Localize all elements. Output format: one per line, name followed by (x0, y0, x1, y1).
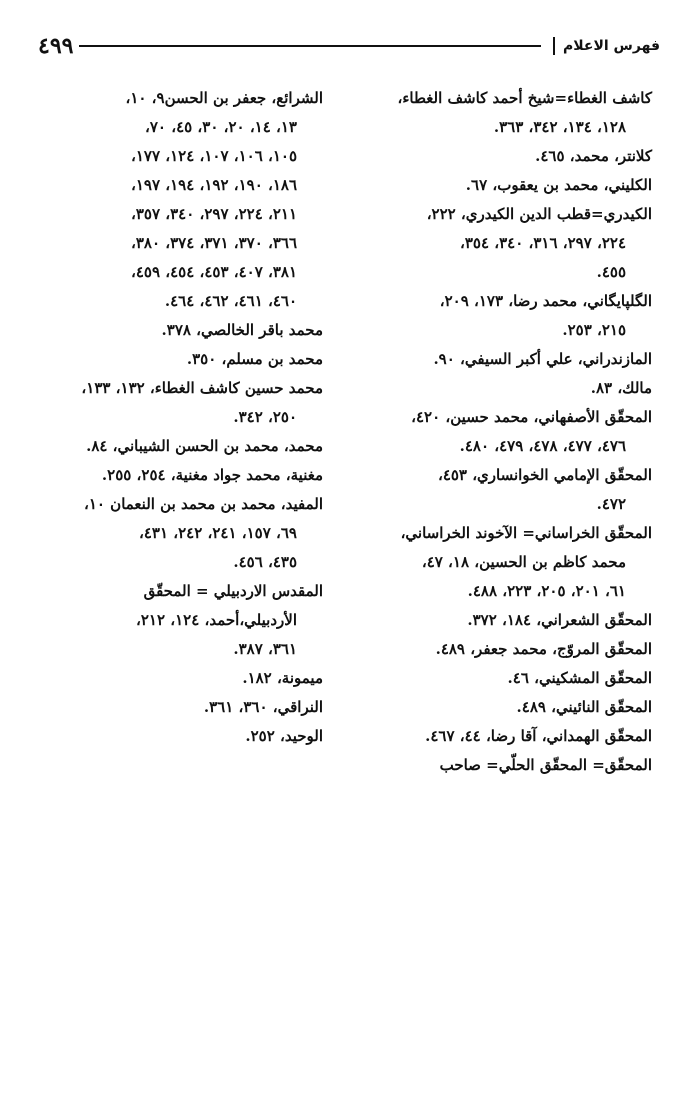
entry-line: ٤٦٠، ٤٦١، ٤٦٢، ٤٦٤. (164, 292, 297, 310)
entry-line: المحقّق الخراساني= الآخوند الخراساني، (400, 524, 652, 542)
entry-line: ٦١، ٢٠١، ٢٠٥، ٢٢٣، ٤٨٨. (467, 582, 626, 600)
index-entry (369, 345, 652, 374)
index-entry (369, 403, 652, 461)
running-title: فهرس الاعلام (563, 38, 660, 54)
entry-line: المحقّق المشكيني، ٤٦. (507, 669, 652, 687)
entry-line: ٢١١، ٢٢٤، ٢٩٧، ٣٤٠، ٣٥٧، (130, 205, 297, 223)
entry-line: المحقّق الشعراني، ١٨٤، ٣٧٢. (467, 611, 652, 629)
index-entry (369, 664, 652, 693)
entry-line: ٣٦١، ٣٨٧. (233, 640, 297, 658)
index-entry (369, 606, 652, 635)
header-rule (79, 45, 541, 47)
entry-line: النراقي، ٣٦٠، ٣٦١. (203, 698, 323, 716)
entry-line: محمد بن مسلم، ٣٥٠. (186, 350, 323, 368)
entry-line: المحقّق الإمامي الخوانساري، ٤٥٣، (437, 466, 652, 484)
index-entry (369, 142, 652, 171)
entry-line: الأردبيلي،أحمد، ١٢٤، ٢١٢، (136, 611, 297, 629)
index-entry (369, 287, 652, 345)
page-number: ٤٩٩ (38, 33, 74, 59)
index-entry (40, 664, 323, 693)
entry-line: المحقّق الأصفهاني، محمد حسين، ٤٢٠، (411, 408, 652, 426)
entry-line: المحقّق المروّج، محمد جعفر، ٤٨٩. (435, 640, 652, 658)
entry-line: محمد كاظم بن الحسين، ١٨، ٤٧، (421, 553, 626, 571)
index-entry (369, 461, 652, 519)
entry-line: ٤٣٥، ٤٥٦. (233, 553, 297, 571)
index-entry (40, 432, 323, 461)
index-entry (369, 200, 652, 287)
entry-line: المحقّق النائيني، ٤٨٩. (516, 698, 652, 716)
entry-line: محمد باقر الخالصي، ٣٧٨. (161, 321, 323, 339)
index-entry (40, 722, 323, 751)
title-separator (553, 37, 555, 55)
entry-line: مغنية، محمد جواد مغنية، ٢٥٤، ٢٥٥. (101, 466, 323, 484)
entry-line: ٢٥٠، ٣٤٢. (233, 408, 297, 426)
entry-line: المازندراني، علي أكبر السيفي، ٩٠. (433, 350, 652, 368)
entry-line: ٢٢٤، ٢٩٧، ٣١٦، ٣٤٠، ٣٥٤، (459, 234, 626, 252)
index-entry (40, 693, 323, 722)
index-entry (369, 751, 652, 780)
entry-line: الشرائع، جعفر بن الحسن٩، ١٠، (125, 89, 323, 107)
entry-line: ١٠٥، ١٠٦، ١٠٧، ١٢٤، ١٧٧، (130, 147, 297, 165)
right-column (369, 84, 652, 1077)
index-entry (40, 374, 323, 432)
index-entry (40, 490, 323, 577)
entry-line: المفيد، محمد بن محمد بن النعمان ١٠، (83, 495, 323, 513)
entry-line: مالك، ٨٣. (590, 379, 652, 397)
index-entry (369, 635, 652, 664)
entry-line: ٣٦٦، ٣٧٠، ٣٧١، ٣٧٤، ٣٨٠، (130, 234, 297, 252)
entry-line: ٣٨١، ٤٠٧، ٤٥٣، ٤٥٤، ٤٥٩، (130, 263, 297, 281)
index-entry (369, 722, 652, 751)
index-entry (40, 84, 323, 316)
entry-line: محمد، محمد بن الحسن الشيباني، ٨٤. (86, 437, 323, 455)
index-entry (40, 345, 323, 374)
left-column (40, 84, 323, 1077)
entry-line: ١٣، ١٤، ٢٠، ٣٠، ٤٥، ٧٠، (145, 118, 297, 136)
index-entry (369, 84, 652, 142)
entry-line: كلانتر، محمد، ٤٦٥. (535, 147, 652, 165)
index-entry (40, 316, 323, 345)
index-entry (369, 171, 652, 200)
index-entry (40, 577, 323, 664)
entry-line: ٤٥٥. (596, 263, 626, 281)
index-entry (369, 374, 652, 403)
entry-line: ٤٧٦، ٤٧٧، ٤٧٨، ٤٧٩، ٤٨٠. (459, 437, 626, 455)
entry-line: ٦٩، ١٥٧، ٢٤١، ٢٤٢، ٤٣١، (139, 524, 297, 542)
entry-line: الكليني، محمد بن يعقوب، ٦٧. (465, 176, 652, 194)
entry-line: الوحيد، ٢٥٢. (245, 727, 323, 745)
index-entry (369, 693, 652, 722)
entry-line: المحقّق= المحقّق الحلّي= صاحب (439, 756, 652, 774)
index-columns (40, 84, 652, 1077)
entry-line: ميمونة، ١٨٢. (242, 669, 323, 687)
index-entry (369, 519, 652, 606)
entry-line: ١٨٦، ١٩٠، ١٩٢، ١٩٤، ١٩٧، (130, 176, 297, 194)
page-header (38, 30, 660, 62)
entry-line: محمد حسين كاشف الغطاء، ١٣٢، ١٣٣، (81, 379, 323, 397)
entry-line: الكيدري=قطب الدين الكيدري، ٢٢٢، (426, 205, 652, 223)
entry-line: المحقّق الهمداني، آقا رضا، ٤٤، ٤٦٧. (425, 727, 652, 745)
entry-line: ٤٧٢. (596, 495, 626, 513)
index-entry (40, 461, 323, 490)
entry-line: ٢١٥، ٢٥٣. (562, 321, 626, 339)
entry-line: المقدس الاردبيلي = المحقّق (143, 582, 323, 600)
entry-line: ١٢٨، ١٣٤، ٣٤٢، ٣٦٣. (493, 118, 626, 136)
entry-line: الگلپايگاني، محمد رضا، ١٧٣، ٢٠٩، (439, 292, 652, 310)
entry-line: كاشف الغطاء=شيخ أحمد كاشف الغطاء، (397, 89, 652, 107)
